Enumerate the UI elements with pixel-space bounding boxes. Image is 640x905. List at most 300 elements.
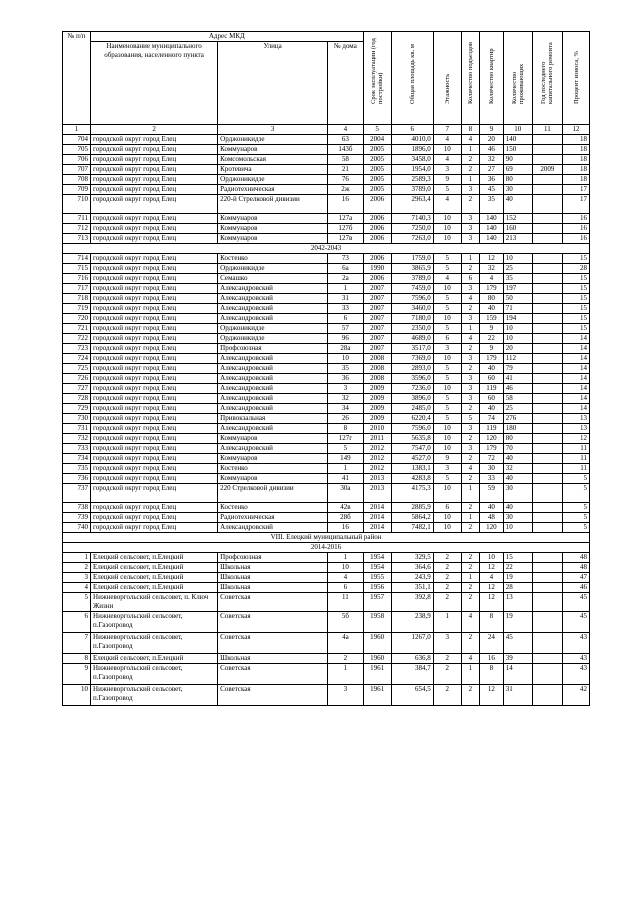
street-cell: Коммунаров — [218, 145, 328, 155]
municipality-cell: городской округ город Елец — [91, 304, 218, 314]
repair-year-cell — [532, 474, 562, 484]
apartments-cell: 40 — [480, 364, 504, 374]
house-cell: 3 — [328, 384, 364, 394]
repair-year-cell — [532, 563, 562, 573]
house-cell: 1 — [328, 464, 364, 474]
area-cell: 384,7 — [391, 664, 433, 685]
municipality-cell: городской округ город Елец — [91, 394, 218, 404]
entrances-cell: 1 — [461, 145, 479, 155]
residents-cell: 40 — [503, 195, 532, 214]
header-last-repair: Год последнего капитального ремонта — [532, 32, 562, 125]
row-number: 723 — [63, 344, 91, 354]
table-row — [63, 513, 590, 523]
entrances-cell: 2 — [461, 523, 479, 533]
row-number: 2 — [63, 563, 91, 573]
residents-cell: 50 — [503, 294, 532, 304]
wear-cell: 5 — [563, 484, 590, 503]
entrances-cell: 3 — [461, 354, 479, 364]
repair-year-cell — [532, 234, 562, 244]
year-cell: 1954 — [363, 553, 391, 563]
floors-cell: 10 — [433, 513, 461, 523]
street-cell: Профсоюзная — [218, 344, 328, 354]
apartments-cell: 32 — [480, 155, 504, 165]
street-cell: Александровский — [218, 304, 328, 314]
year-cell: 2007 — [363, 344, 391, 354]
repair-year-cell — [532, 254, 562, 264]
column-number: 9 — [480, 125, 504, 135]
municipality-cell: городской округ город Елец — [91, 165, 218, 175]
wear-cell: 15 — [563, 254, 590, 264]
street-cell: Школьная — [218, 573, 328, 583]
residents-cell: 197 — [503, 284, 532, 294]
house-cell: 76 — [328, 175, 364, 185]
table-row — [63, 612, 590, 633]
entrances-cell: 3 — [461, 234, 479, 244]
apartments-cell: 36 — [480, 175, 504, 185]
floors-cell: 2 — [433, 583, 461, 593]
year-cell: 2008 — [363, 374, 391, 384]
entrances-cell: 2 — [461, 155, 479, 165]
repair-year-cell — [532, 304, 562, 314]
area-cell: 2589,3 — [391, 175, 433, 185]
residents-cell: 30 — [503, 484, 532, 503]
municipality-cell: городской округ город Елец — [91, 155, 218, 165]
residents-cell: 40 — [503, 454, 532, 464]
house-cell: 1 — [328, 553, 364, 563]
wear-cell: 5 — [563, 503, 590, 513]
residents-cell: 276 — [503, 414, 532, 424]
row-number: 719 — [63, 304, 91, 314]
residents-cell: 31 — [503, 685, 532, 706]
municipality-cell: городской округ город Елец — [91, 234, 218, 244]
year-cell: 2005 — [363, 165, 391, 175]
column-number: 6 — [391, 125, 433, 135]
floors-cell: 1 — [433, 612, 461, 633]
year-cell: 1990 — [363, 264, 391, 274]
entrances-cell: 2 — [461, 563, 479, 573]
repair-year-cell — [532, 394, 562, 404]
row-number: 739 — [63, 513, 91, 523]
row-number: 718 — [63, 294, 91, 304]
residents-cell: 13 — [503, 593, 532, 612]
wear-cell: 15 — [563, 284, 590, 294]
column-number: 12 — [563, 125, 590, 135]
area-cell: 7459,0 — [391, 284, 433, 294]
column-number: 4 — [328, 125, 364, 135]
row-number: 8 — [63, 654, 91, 664]
house-cell: 16 — [328, 523, 364, 533]
apartments-cell: 72 — [480, 454, 504, 464]
municipality-cell: городской округ город Елец — [91, 264, 218, 274]
apartments-cell: 32 — [480, 264, 504, 274]
street-cell: Коммунаров — [218, 434, 328, 444]
residents-cell: 30 — [503, 185, 532, 195]
entrances-cell: 3 — [461, 214, 479, 224]
year-cell: 2009 — [363, 384, 391, 394]
wear-cell: 5 — [563, 513, 590, 523]
year-cell: 2006 — [363, 214, 391, 224]
repair-year-cell: 2009 — [532, 165, 562, 175]
area-cell: 7140,3 — [391, 214, 433, 224]
row-number: 3 — [63, 573, 91, 583]
house-cell: 32 — [328, 394, 364, 404]
floors-cell: 5 — [433, 324, 461, 334]
street-cell: Александровский — [218, 374, 328, 384]
residents-cell: 10 — [503, 324, 532, 334]
residents-cell: 39 — [503, 654, 532, 664]
area-cell: 3896,0 — [391, 394, 433, 404]
house-cell: 149 — [328, 454, 364, 464]
floors-cell: 10 — [433, 424, 461, 434]
floors-cell: 2 — [433, 573, 461, 583]
repair-year-cell — [532, 583, 562, 593]
repair-year-cell — [532, 454, 562, 464]
year-cell: 2009 — [363, 394, 391, 404]
street-cell: Радиотехническая — [218, 513, 328, 523]
wear-cell: 43 — [563, 633, 590, 654]
row-number: 10 — [63, 685, 91, 706]
table-row — [63, 414, 590, 424]
row-number: 705 — [63, 145, 91, 155]
area-cell: 4527,0 — [391, 454, 433, 464]
street-cell: Комсомольская — [218, 155, 328, 165]
table-row — [63, 654, 590, 664]
apartments-cell: 33 — [480, 474, 504, 484]
area-cell: 7547,0 — [391, 444, 433, 454]
house-cell: 8 — [328, 424, 364, 434]
wear-cell: 42 — [563, 685, 590, 706]
table-row — [63, 685, 590, 706]
municipality-cell: городской округ город Елец — [91, 254, 218, 264]
entrances-cell: 1 — [461, 513, 479, 523]
residents-cell: 140 — [503, 135, 532, 145]
repair-year-cell — [532, 444, 562, 454]
header-street: Улица — [218, 42, 328, 125]
area-cell: 654,5 — [391, 685, 433, 706]
table-row — [63, 214, 590, 224]
area-cell: 3458,0 — [391, 155, 433, 165]
street-cell: Коммунаров — [218, 214, 328, 224]
floors-cell: 9 — [433, 175, 461, 185]
area-cell: 4283,8 — [391, 474, 433, 484]
apartments-cell: 12 — [480, 593, 504, 612]
row-number: 6 — [63, 612, 91, 633]
year-cell: 2005 — [363, 155, 391, 165]
repair-year-cell — [532, 155, 562, 165]
row-number: 734 — [63, 454, 91, 464]
residents-cell: 32 — [503, 464, 532, 474]
wear-cell: 18 — [563, 165, 590, 175]
house-cell: 2а — [328, 274, 364, 284]
wear-cell: 43 — [563, 654, 590, 664]
apartments-cell: 46 — [480, 145, 504, 155]
municipality-cell: Нижневоргольский сельсовет, п.Газопровод — [91, 664, 218, 685]
table-row — [63, 464, 590, 474]
municipality-cell: городской округ город Елец — [91, 434, 218, 444]
row-number: 722 — [63, 334, 91, 344]
house-cell: 127г — [328, 434, 364, 444]
entrances-cell: 3 — [461, 394, 479, 404]
table-row — [63, 664, 590, 685]
area-cell: 351,1 — [391, 583, 433, 593]
rows-group-b — [63, 254, 590, 533]
residents-cell: 80 — [503, 175, 532, 185]
row-number: 710 — [63, 195, 91, 214]
municipality-cell: городской округ город Елец — [91, 314, 218, 324]
wear-cell: 11 — [563, 454, 590, 464]
area-cell: 392,8 — [391, 593, 433, 612]
area-cell: 7369,0 — [391, 354, 433, 364]
municipality-cell: городской округ город Елец — [91, 284, 218, 294]
repair-year-cell — [532, 274, 562, 284]
floors-cell: 3 — [433, 633, 461, 654]
wear-cell: 14 — [563, 364, 590, 374]
entrances-cell: 1 — [461, 573, 479, 583]
row-number: 717 — [63, 284, 91, 294]
wear-cell: 15 — [563, 294, 590, 304]
street-cell: Александровский — [218, 523, 328, 533]
repair-year-cell — [532, 424, 562, 434]
residents-cell: 19 — [503, 573, 532, 583]
apartments-cell: 30 — [480, 464, 504, 474]
area-cell: 7180,0 — [391, 314, 433, 324]
table-row — [63, 304, 590, 314]
floors-cell: 5 — [433, 414, 461, 424]
repair-year-cell — [532, 523, 562, 533]
street-cell: Привокзальная — [218, 414, 328, 424]
floors-cell: 10 — [433, 384, 461, 394]
house-cell: 26 — [328, 414, 364, 424]
header-year-built: Срок эксплуатации (год постройки) — [363, 32, 391, 125]
street-cell: Александровский — [218, 394, 328, 404]
row-number: 729 — [63, 404, 91, 414]
row-number: 725 — [63, 364, 91, 374]
area-cell: 1383,1 — [391, 464, 433, 474]
wear-cell: 45 — [563, 612, 590, 633]
municipality-cell: городской округ город Елец — [91, 404, 218, 414]
row-number: 721 — [63, 324, 91, 334]
municipality-cell: городской округ город Елец — [91, 474, 218, 484]
area-cell: 7236,0 — [391, 384, 433, 394]
floors-cell: 5 — [433, 394, 461, 404]
municipality-cell: городской округ город Елец — [91, 274, 218, 284]
house-cell: 2 — [328, 654, 364, 664]
street-cell: Советская — [218, 612, 328, 633]
wear-cell: 15 — [563, 314, 590, 324]
floors-cell: 3 — [433, 165, 461, 175]
municipality-cell: городской округ город Елец — [91, 344, 218, 354]
street-cell: Школьная — [218, 583, 328, 593]
street-cell: Советская — [218, 664, 328, 685]
repair-year-cell — [532, 135, 562, 145]
wear-cell: 14 — [563, 344, 590, 354]
floors-cell: 5 — [433, 364, 461, 374]
house-cell: 57 — [328, 324, 364, 334]
row-number: 704 — [63, 135, 91, 145]
street-cell: Александровский — [218, 444, 328, 454]
year-cell: 2006 — [363, 274, 391, 284]
house-cell: 4а — [328, 633, 364, 654]
column-number: 8 — [461, 125, 479, 135]
residents-cell: 194 — [503, 314, 532, 324]
repair-year-cell — [532, 654, 562, 664]
row-number: 720 — [63, 314, 91, 324]
year-cell: 2006 — [363, 224, 391, 234]
table-row — [63, 135, 590, 145]
street-cell: Орджоникидзе — [218, 175, 328, 185]
area-cell: 1954,0 — [391, 165, 433, 175]
apartments-cell: 120 — [480, 434, 504, 444]
area-cell: 2350,0 — [391, 324, 433, 334]
entrances-cell: 2 — [461, 304, 479, 314]
area-cell: 2963,4 — [391, 195, 433, 214]
house-cell: 5 — [328, 444, 364, 454]
rows-group-a — [63, 135, 590, 244]
floors-cell: 10 — [433, 145, 461, 155]
repair-year-cell — [532, 633, 562, 654]
floors-cell: 10 — [433, 523, 461, 533]
apartments-cell: 12 — [480, 685, 504, 706]
apartments-cell: 35 — [480, 195, 504, 214]
municipality-cell: Елецкий сельсовет, п.Елецкий — [91, 553, 218, 563]
municipality-cell: городской округ город Елец — [91, 354, 218, 364]
table-row — [63, 314, 590, 324]
floors-cell: 5 — [433, 294, 461, 304]
repair-year-cell — [532, 364, 562, 374]
year-cell: 2014 — [363, 523, 391, 533]
municipality-cell: Елецкий сельсовет, п.Елецкий — [91, 573, 218, 583]
table-row — [63, 633, 590, 654]
house-cell: 63 — [328, 135, 364, 145]
residents-cell: 30 — [503, 513, 532, 523]
municipality-cell: Елецкий сельсовет, п.Елецкий — [91, 583, 218, 593]
residents-cell: 40 — [503, 503, 532, 513]
house-cell: 35 — [328, 364, 364, 374]
residents-cell: 40 — [503, 474, 532, 484]
row-number: 712 — [63, 224, 91, 234]
repair-year-cell — [532, 664, 562, 685]
entrances-cell: 2 — [461, 364, 479, 374]
house-cell: 11 — [328, 593, 364, 612]
residents-cell: 25 — [503, 404, 532, 414]
apartments-cell: 22 — [480, 334, 504, 344]
floors-cell: 5 — [433, 374, 461, 384]
apartments-cell: 40 — [480, 304, 504, 314]
residents-cell: 58 — [503, 394, 532, 404]
floors-cell: 4 — [433, 274, 461, 284]
apartments-cell: 20 — [480, 135, 504, 145]
wear-cell: 14 — [563, 384, 590, 394]
street-cell: Коммунаров — [218, 234, 328, 244]
apartments-cell: 140 — [480, 224, 504, 234]
apartments-cell: 16 — [480, 654, 504, 664]
wear-cell: 18 — [563, 135, 590, 145]
street-cell: Александровский — [218, 354, 328, 364]
apartments-cell: 40 — [480, 404, 504, 414]
repair-year-cell — [532, 334, 562, 344]
house-cell: 30а — [328, 484, 364, 503]
floors-cell: 10 — [433, 434, 461, 444]
repair-year-cell — [532, 324, 562, 334]
table-row — [63, 523, 590, 533]
house-cell: 127в — [328, 234, 364, 244]
entrances-cell: 2 — [461, 344, 479, 354]
municipality-cell: городской округ город Елец — [91, 135, 218, 145]
wear-cell: 5 — [563, 474, 590, 484]
table-row — [63, 444, 590, 454]
year-cell: 2014 — [363, 503, 391, 513]
entrances-cell: 1 — [461, 175, 479, 185]
row-number: 730 — [63, 414, 91, 424]
year-cell: 2006 — [363, 234, 391, 244]
period-heading: 2042-2043 — [63, 244, 590, 254]
row-number: 706 — [63, 155, 91, 165]
area-cell: 7263,0 — [391, 234, 433, 244]
wear-cell: 15 — [563, 274, 590, 284]
area-cell: 2893,0 — [391, 364, 433, 374]
house-cell: 6 — [328, 314, 364, 324]
entrances-cell: 4 — [461, 612, 479, 633]
column-number: 11 — [532, 125, 562, 135]
repair-year-cell — [532, 503, 562, 513]
header-no: № п/п — [63, 32, 91, 125]
apartments-cell: 140 — [480, 214, 504, 224]
table-row — [63, 234, 590, 244]
street-cell: Советская — [218, 685, 328, 706]
table-row — [63, 274, 590, 284]
row-number: 707 — [63, 165, 91, 175]
wear-cell: 45 — [563, 593, 590, 612]
year-cell: 2008 — [363, 364, 391, 374]
table-row — [63, 374, 590, 384]
residents-cell: 45 — [503, 633, 532, 654]
municipality-cell: городской округ город Елец — [91, 424, 218, 434]
residents-cell: 10 — [503, 334, 532, 344]
row-number: 731 — [63, 424, 91, 434]
municipality-cell: городской округ город Елец — [91, 454, 218, 464]
entrances-cell: 2 — [461, 434, 479, 444]
entrances-cell: 2 — [461, 404, 479, 414]
street-cell: 220 Стрелковой дивизии — [218, 484, 328, 503]
table-row — [63, 434, 590, 444]
row-number: 727 — [63, 384, 91, 394]
entrances-cell: 2 — [461, 503, 479, 513]
column-number: 3 — [218, 125, 328, 135]
row-number: 733 — [63, 444, 91, 454]
row-number: 9 — [63, 664, 91, 685]
entrances-cell: 4 — [461, 654, 479, 664]
year-cell: 2007 — [363, 324, 391, 334]
entrances-cell: 2 — [461, 553, 479, 563]
residents-cell: 79 — [503, 364, 532, 374]
residents-cell: 15 — [503, 553, 532, 563]
entrances-cell: 2 — [461, 633, 479, 654]
year-cell: 2005 — [363, 145, 391, 155]
floors-cell: 2 — [433, 685, 461, 706]
area-cell: 4689,0 — [391, 334, 433, 344]
row-number: 726 — [63, 374, 91, 384]
municipality-cell: городской округ город Елец — [91, 414, 218, 424]
street-cell: Александровский — [218, 314, 328, 324]
residents-cell: 160 — [503, 224, 532, 234]
residents-cell: 19 — [503, 612, 532, 633]
repair-year-cell — [532, 284, 562, 294]
floors-cell: 2 — [433, 563, 461, 573]
floors-cell: 10 — [433, 284, 461, 294]
row-number: 735 — [63, 464, 91, 474]
row-number: 724 — [63, 354, 91, 364]
area-cell: 4010,0 — [391, 135, 433, 145]
